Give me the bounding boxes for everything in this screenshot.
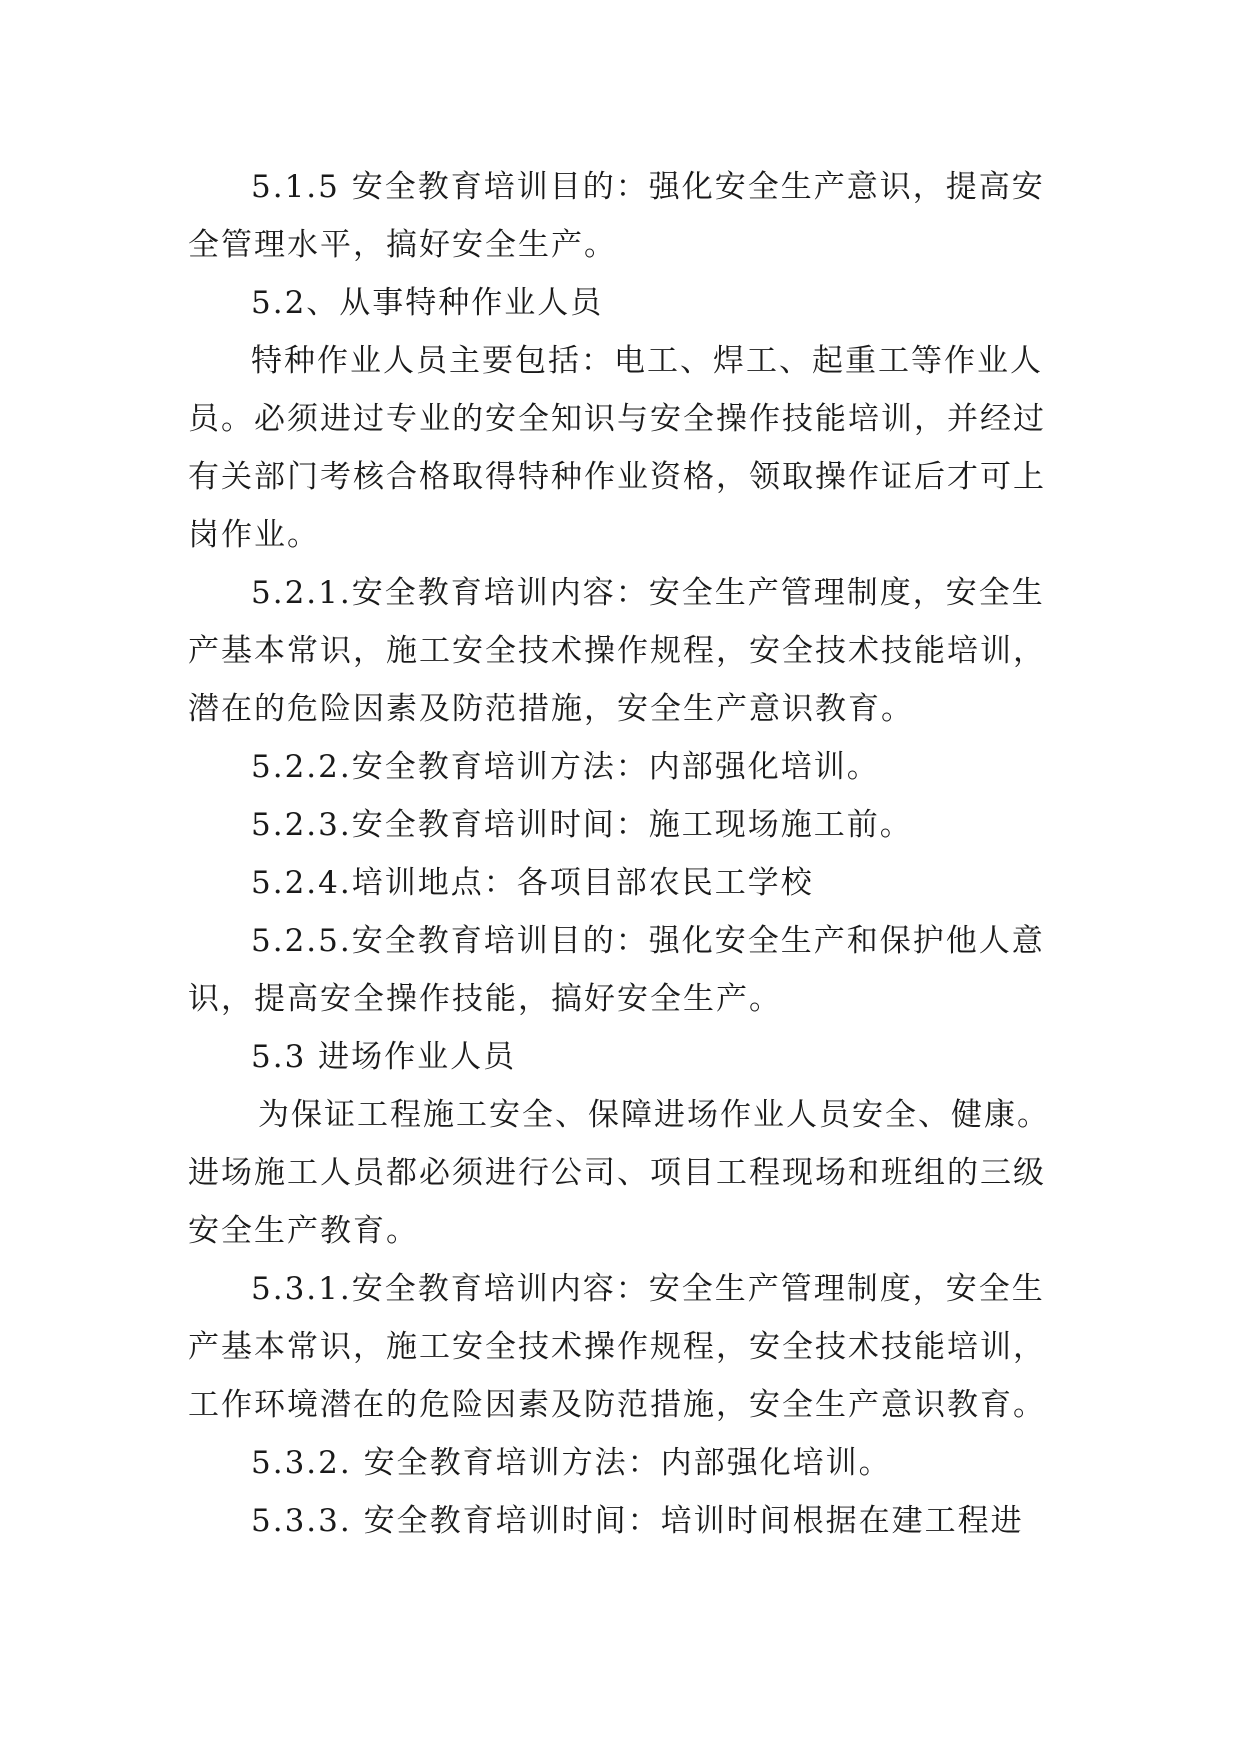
paragraph-line: 安全生产教育。 xyxy=(188,1213,419,1249)
paragraph-line-5-2-3: 5.2.3.安全教育培训时间：施工现场施工前。 xyxy=(251,807,913,843)
paragraph-line: 全管理水平，搞好安全生产。 xyxy=(188,227,617,263)
paragraph-line-5-3-2: 5.3.2. 安全教育培训方法：内部强化培训。 xyxy=(251,1445,892,1481)
paragraph-line-5-2-5: 5.2.5.安全教育培训目的：强化安全生产和保护他人意 xyxy=(251,923,1045,959)
paragraph-line: 员。必须进过专业的安全知识与安全操作技能培训，并经过 xyxy=(188,401,1046,437)
section-heading-5-2: 5.2、从事特种作业人员 xyxy=(251,285,604,321)
paragraph-line-5-1-5: 5.1.5 安全教育培训目的：强化安全生产意识，提高安 xyxy=(251,169,1045,205)
paragraph-line-5-3-3: 5.3.3. 安全教育培训时间：培训时间根据在建工程进 xyxy=(251,1503,1024,1539)
paragraph-line: 岗作业。 xyxy=(188,517,320,553)
paragraph-line: 进场施工人员都必须进行公司、项目工程现场和班组的三级 xyxy=(188,1155,1046,1191)
paragraph-line-5-2-4: 5.2.4.培训地点：各项目部农民工学校 xyxy=(251,865,814,901)
document-body xyxy=(188,158,1068,1550)
paragraph-line: 潜在的危险因素及防范措施，安全生产意识教育。 xyxy=(188,691,914,727)
paragraph-line: 识，提高安全操作技能，搞好安全生产。 xyxy=(188,981,782,1017)
paragraph-line: 产基本常识，施工安全技术操作规程，安全技术技能培训， xyxy=(188,1329,1046,1365)
paragraph-line-5-3-1: 5.3.1.安全教育培训内容：安全生产管理制度，安全生 xyxy=(251,1271,1045,1307)
paragraph-line: 为保证工程施工安全、保障进场作业人员安全、健康。 xyxy=(258,1097,1050,1133)
paragraph-line: 产基本常识，施工安全技术操作规程，安全技术技能培训， xyxy=(188,633,1046,669)
paragraph-line: 工作环境潜在的危险因素及防范措施，安全生产意识教育。 xyxy=(188,1387,1046,1423)
paragraph-line: 特种作业人员主要包括：电工、焊工、起重工等作业人 xyxy=(251,343,1043,379)
paragraph-line-5-2-1: 5.2.1.安全教育培训内容：安全生产管理制度，安全生 xyxy=(251,575,1045,611)
paragraph-line: 有关部门考核合格取得特种作业资格，领取操作证后才可上 xyxy=(188,459,1046,495)
section-heading-5-3: 5.3 进场作业人员 xyxy=(251,1039,517,1075)
paragraph-line-5-2-2: 5.2.2.安全教育培训方法：内部强化培训。 xyxy=(251,749,880,785)
